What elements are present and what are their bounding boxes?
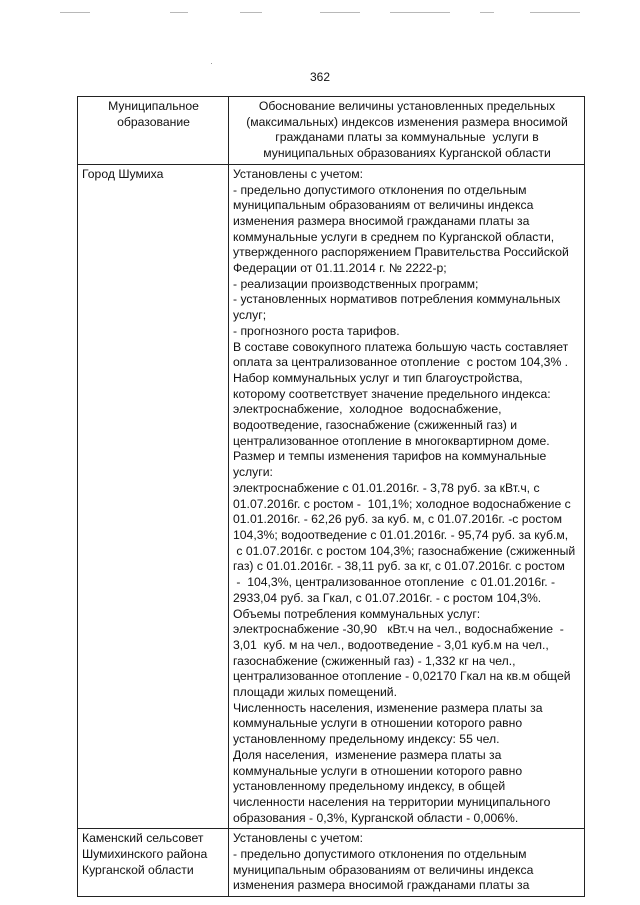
justification-line: Установлены с учетом:	[233, 831, 363, 846]
justification-cell	[229, 164, 585, 829]
justification-line: утвержденного распоряжением Правительства Российской	[233, 245, 569, 260]
justification-line: электроснабжение -30,90 кВт.ч на чел., водоснабжение -	[233, 622, 564, 637]
justification-line: услуг;	[233, 308, 267, 323]
justification-line: Объемы потребления коммунальных услуг:	[233, 606, 481, 621]
justification-line: установленному предельному индексу: 55 чел.	[233, 732, 500, 747]
table-row	[78, 164, 585, 829]
justification-line: численности населения на территории муниципального	[233, 794, 551, 809]
justification-line: образования - 0,3%, Курганской области - 0,006%.	[233, 810, 519, 825]
scan-artifact-top	[60, 12, 580, 13]
justification-line: с 01.07.2016г. с ростом 104,3%; газоснабжение (сжиженный	[233, 543, 576, 558]
header-line: муниципальных образованиях Курганской области	[263, 146, 551, 161]
justification-line: установленному предельному индексу, в общей	[233, 779, 506, 794]
justification-line: услуги:	[233, 465, 273, 480]
justification-line: Набор коммунальных услуг и тип благоустройства,	[233, 370, 523, 385]
justification-line: электроснабжение с 01.01.2016г. - 3,78 руб. за кВт.ч, с	[233, 480, 540, 495]
municipality-line: Шумихинского района	[82, 847, 208, 862]
justification-line: муниципальным образованиям от величины индекса	[233, 862, 534, 877]
scan-speck: ·	[210, 58, 213, 68]
municipality-cell	[78, 829, 229, 897]
municipality-line: Каменский сельсовет	[82, 831, 204, 846]
justification-line: Доля населения, изменение размера платы за	[233, 747, 502, 762]
municipality-cell	[78, 164, 229, 829]
justification-line: коммунальные услуги в среднем по Курганской области,	[233, 229, 555, 244]
justification-line: 3,01 куб. м на чел., водоотведение - 3,01 куб.м на чел.,	[233, 637, 549, 652]
justification-table	[77, 96, 585, 897]
justification-line: изменения размера вносимой гражданами платы за	[233, 878, 530, 893]
header-line: Обоснование величины установленных предельных	[258, 99, 556, 113]
justification-line: В составе совокупного платежа большую часть составляет	[233, 339, 569, 354]
justification-line: электроснабжение, холодное водоснабжение,	[233, 402, 502, 417]
table-row	[78, 829, 585, 897]
justification-line: - прогнозного роста тарифов.	[233, 323, 400, 338]
justification-line: централизованное отопление - 0,02170 Гкал на кв.м общей	[233, 669, 571, 684]
justification-line: водоотведение, газоснабжение (сжиженный газ) и	[233, 418, 518, 433]
justification-line: оплата за централизованное отопление с ростом 104,3% .	[233, 355, 569, 370]
justification-line: площади жилых помещений.	[233, 685, 397, 700]
header-line: (максимальных) индексов изменения размера вносимой	[246, 114, 568, 129]
justification-line: - 104,3%, централизованное отопление с 01.01.2016г. -	[233, 575, 556, 590]
justification-line: газоснабжение (сжиженный газ) - 1,332 кг на чел.,	[233, 653, 516, 668]
justification-line: коммунальные услуги в отношении которого равно	[233, 763, 523, 778]
header-municipality	[78, 97, 229, 165]
table-body	[78, 164, 585, 896]
justification-cell	[229, 829, 585, 897]
header-line: Муниципальное	[108, 99, 199, 113]
municipality-line: Город Шумиха	[82, 166, 164, 181]
page-number: 362	[309, 70, 331, 84]
header-line: гражданами платы за коммунальные услуги в	[275, 130, 539, 145]
justification-line: - предельно допустимого отклонения по отдельным	[233, 182, 527, 197]
justification-line: изменения размера вносимой гражданами платы за	[233, 213, 530, 228]
justification-line: 104,3%; водоотведение с 01.01.2016г. - 95,74 руб. за куб.м,	[233, 527, 569, 542]
justification-line: - предельно допустимого отклонения по отдельным	[233, 847, 527, 862]
justification-line: муниципальным образованиям от величины индекса	[233, 198, 534, 213]
justification-line: Федерации от 01.11.2014 г. № 2222-р;	[233, 261, 447, 276]
justification-line: 01.07.2016г. с ростом - 101,1%; холодное водоснабжение с	[233, 496, 571, 511]
justification-line: которому соответствует значение предельного индекса:	[233, 386, 551, 401]
justification-line: коммунальные услуги в отношении которого равно	[233, 716, 523, 731]
justification-line: - установленных нормативов потребления коммунальных	[233, 292, 561, 307]
justification-line: Размер и темпы изменения тарифов на коммунальные	[233, 449, 547, 464]
justification-line: газ) с 01.01.2016г. - 38,11 руб. за кг, с 01.07.2016г. с ростом	[233, 559, 565, 574]
justification-line: 2933,04 руб. за Гкал, с 01.07.2016г. - с ростом 104,3%.	[233, 590, 542, 605]
municipality-line: Курганской области	[82, 862, 194, 877]
justification-line: Установлены с учетом:	[233, 166, 363, 181]
justification-line: 01.01.2016г. - 62,26 руб. за куб. м, с 01.07.2016г. -с ростом	[233, 512, 563, 527]
table-header-row	[78, 97, 585, 165]
justification-line: централизованное отопление в многоквартирном доме.	[233, 433, 550, 448]
justification-line: Численность населения, изменение размера платы за	[233, 700, 543, 715]
justification-line: - реализации производственных программ;	[233, 276, 479, 291]
header-justification	[229, 97, 585, 165]
header-line: образование	[117, 114, 190, 129]
